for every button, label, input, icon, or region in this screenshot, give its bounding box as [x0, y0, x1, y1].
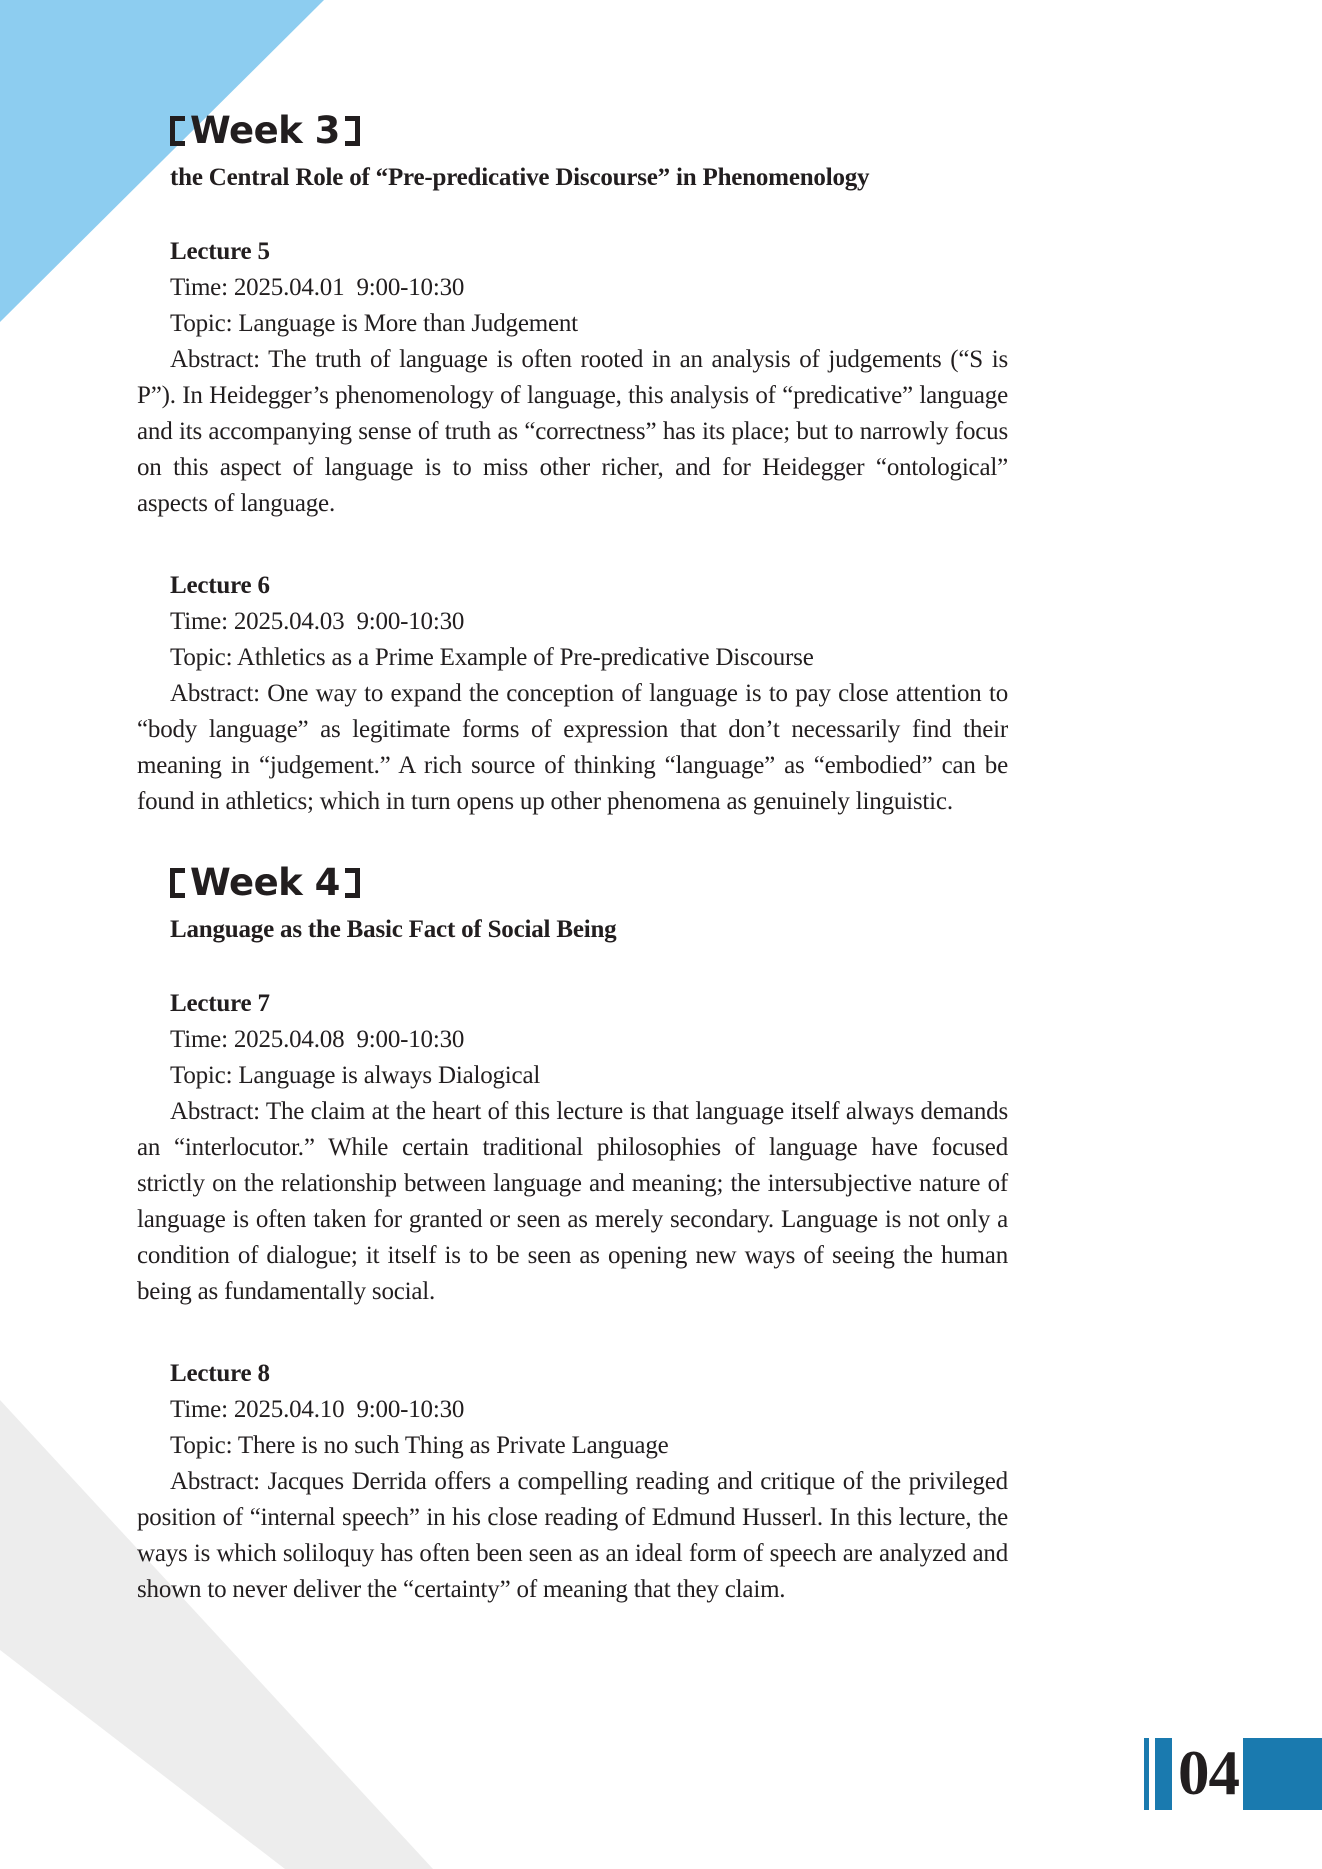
week-4-title: Week 4 [190, 861, 340, 904]
lecture-8-heading: Lecture 8 [170, 1360, 270, 1387]
lecture-5-time: Time: 2025.04.01 9:00-10:30 [170, 274, 465, 301]
week-3-heading [170, 108, 1008, 154]
lecture-6-block [137, 568, 1008, 820]
lecture-7-block [137, 986, 1008, 1310]
lecture-8-abstract: Abstract: Jacques Derrida offers a compelling reading and critique of the privileged position of “internal speech” in his close reading of Edmund Husserl. In this lecture, the ways is which soliloquy has often been seen as an ideal form of speech are analyzed and shown to never deliver the “certainty” of meaning that they claim. [137, 1468, 1008, 1603]
lecture-5-block [137, 234, 1008, 522]
lecture-5-abstract: Abstract: The truth of language is often rooted in an analysis of judgements (“S is P”). In Heidegger’s phenomenology of language, this analysis of “predicative” language and its accompanying sense of truth as “correctness” has its place; but to narrowly focus on this aspect of language is to miss other richer, and for Heidegger “ontological” aspects of language. [137, 346, 1008, 517]
lecture-5-topic: Topic: Language is More than Judgement [170, 310, 578, 337]
accent-bar-thick [1155, 1738, 1172, 1810]
page-number: 04 [1178, 1738, 1239, 1808]
week-3-section [137, 108, 1008, 820]
lecture-6-time: Time: 2025.04.03 9:00-10:30 [170, 608, 465, 635]
lecture-8-block [137, 1356, 1008, 1608]
lecture-7-heading: Lecture 7 [170, 990, 270, 1017]
lecture-8-topic: Topic: There is no such Thing as Private Language [170, 1432, 669, 1459]
lecture-5-heading: Lecture 5 [170, 238, 270, 265]
week-4-heading [170, 860, 1008, 906]
left-lenticular-bracket-icon [170, 116, 185, 146]
lecture-6-abstract: Abstract: One way to expand the conception of language is to pay close attention to “body language” as legitimate forms of expression that don’t necessarily find their meaning in “judgement.” A rich source of thinking “language” as “embodied” can be found in athletics; which in turn opens up other phenomena as genuinely linguistic. [137, 680, 1008, 815]
accent-square [1243, 1738, 1322, 1810]
week-3-subtitle: the Central Role of “Pre-predicative Discourse” in Phenomenology [170, 164, 870, 191]
lecture-8-time: Time: 2025.04.10 9:00-10:30 [170, 1396, 465, 1423]
page-number-block [1144, 1738, 1322, 1810]
accent-bar-thin [1144, 1738, 1149, 1810]
week-4-subtitle: Language as the Basic Fact of Social Being [170, 916, 617, 943]
lecture-7-time: Time: 2025.04.08 9:00-10:30 [170, 1026, 465, 1053]
left-lenticular-bracket-icon [170, 868, 185, 898]
right-lenticular-bracket-icon [345, 116, 360, 146]
lecture-6-topic: Topic: Athletics as a Prime Example of Pre-predicative Discourse [170, 644, 814, 671]
lecture-7-abstract: Abstract: The claim at the heart of this lecture is that language itself always demands an “interlocutor.” While certain traditional philosophies of language have focused strictly on the relationship between language and meaning; the intersubjective nature of language is often taken for granted or seen as merely secondary. Language is not only a condition of dialogue; it itself is to be seen as opening new ways of seeing the human being as fundamentally social. [137, 1098, 1008, 1305]
lecture-6-heading: Lecture 6 [170, 572, 270, 599]
right-lenticular-bracket-icon [345, 868, 360, 898]
page-content [137, 108, 1008, 1608]
lecture-7-topic: Topic: Language is always Dialogical [170, 1062, 541, 1089]
week-4-section [137, 860, 1008, 1608]
week-3-title: Week 3 [190, 109, 340, 152]
